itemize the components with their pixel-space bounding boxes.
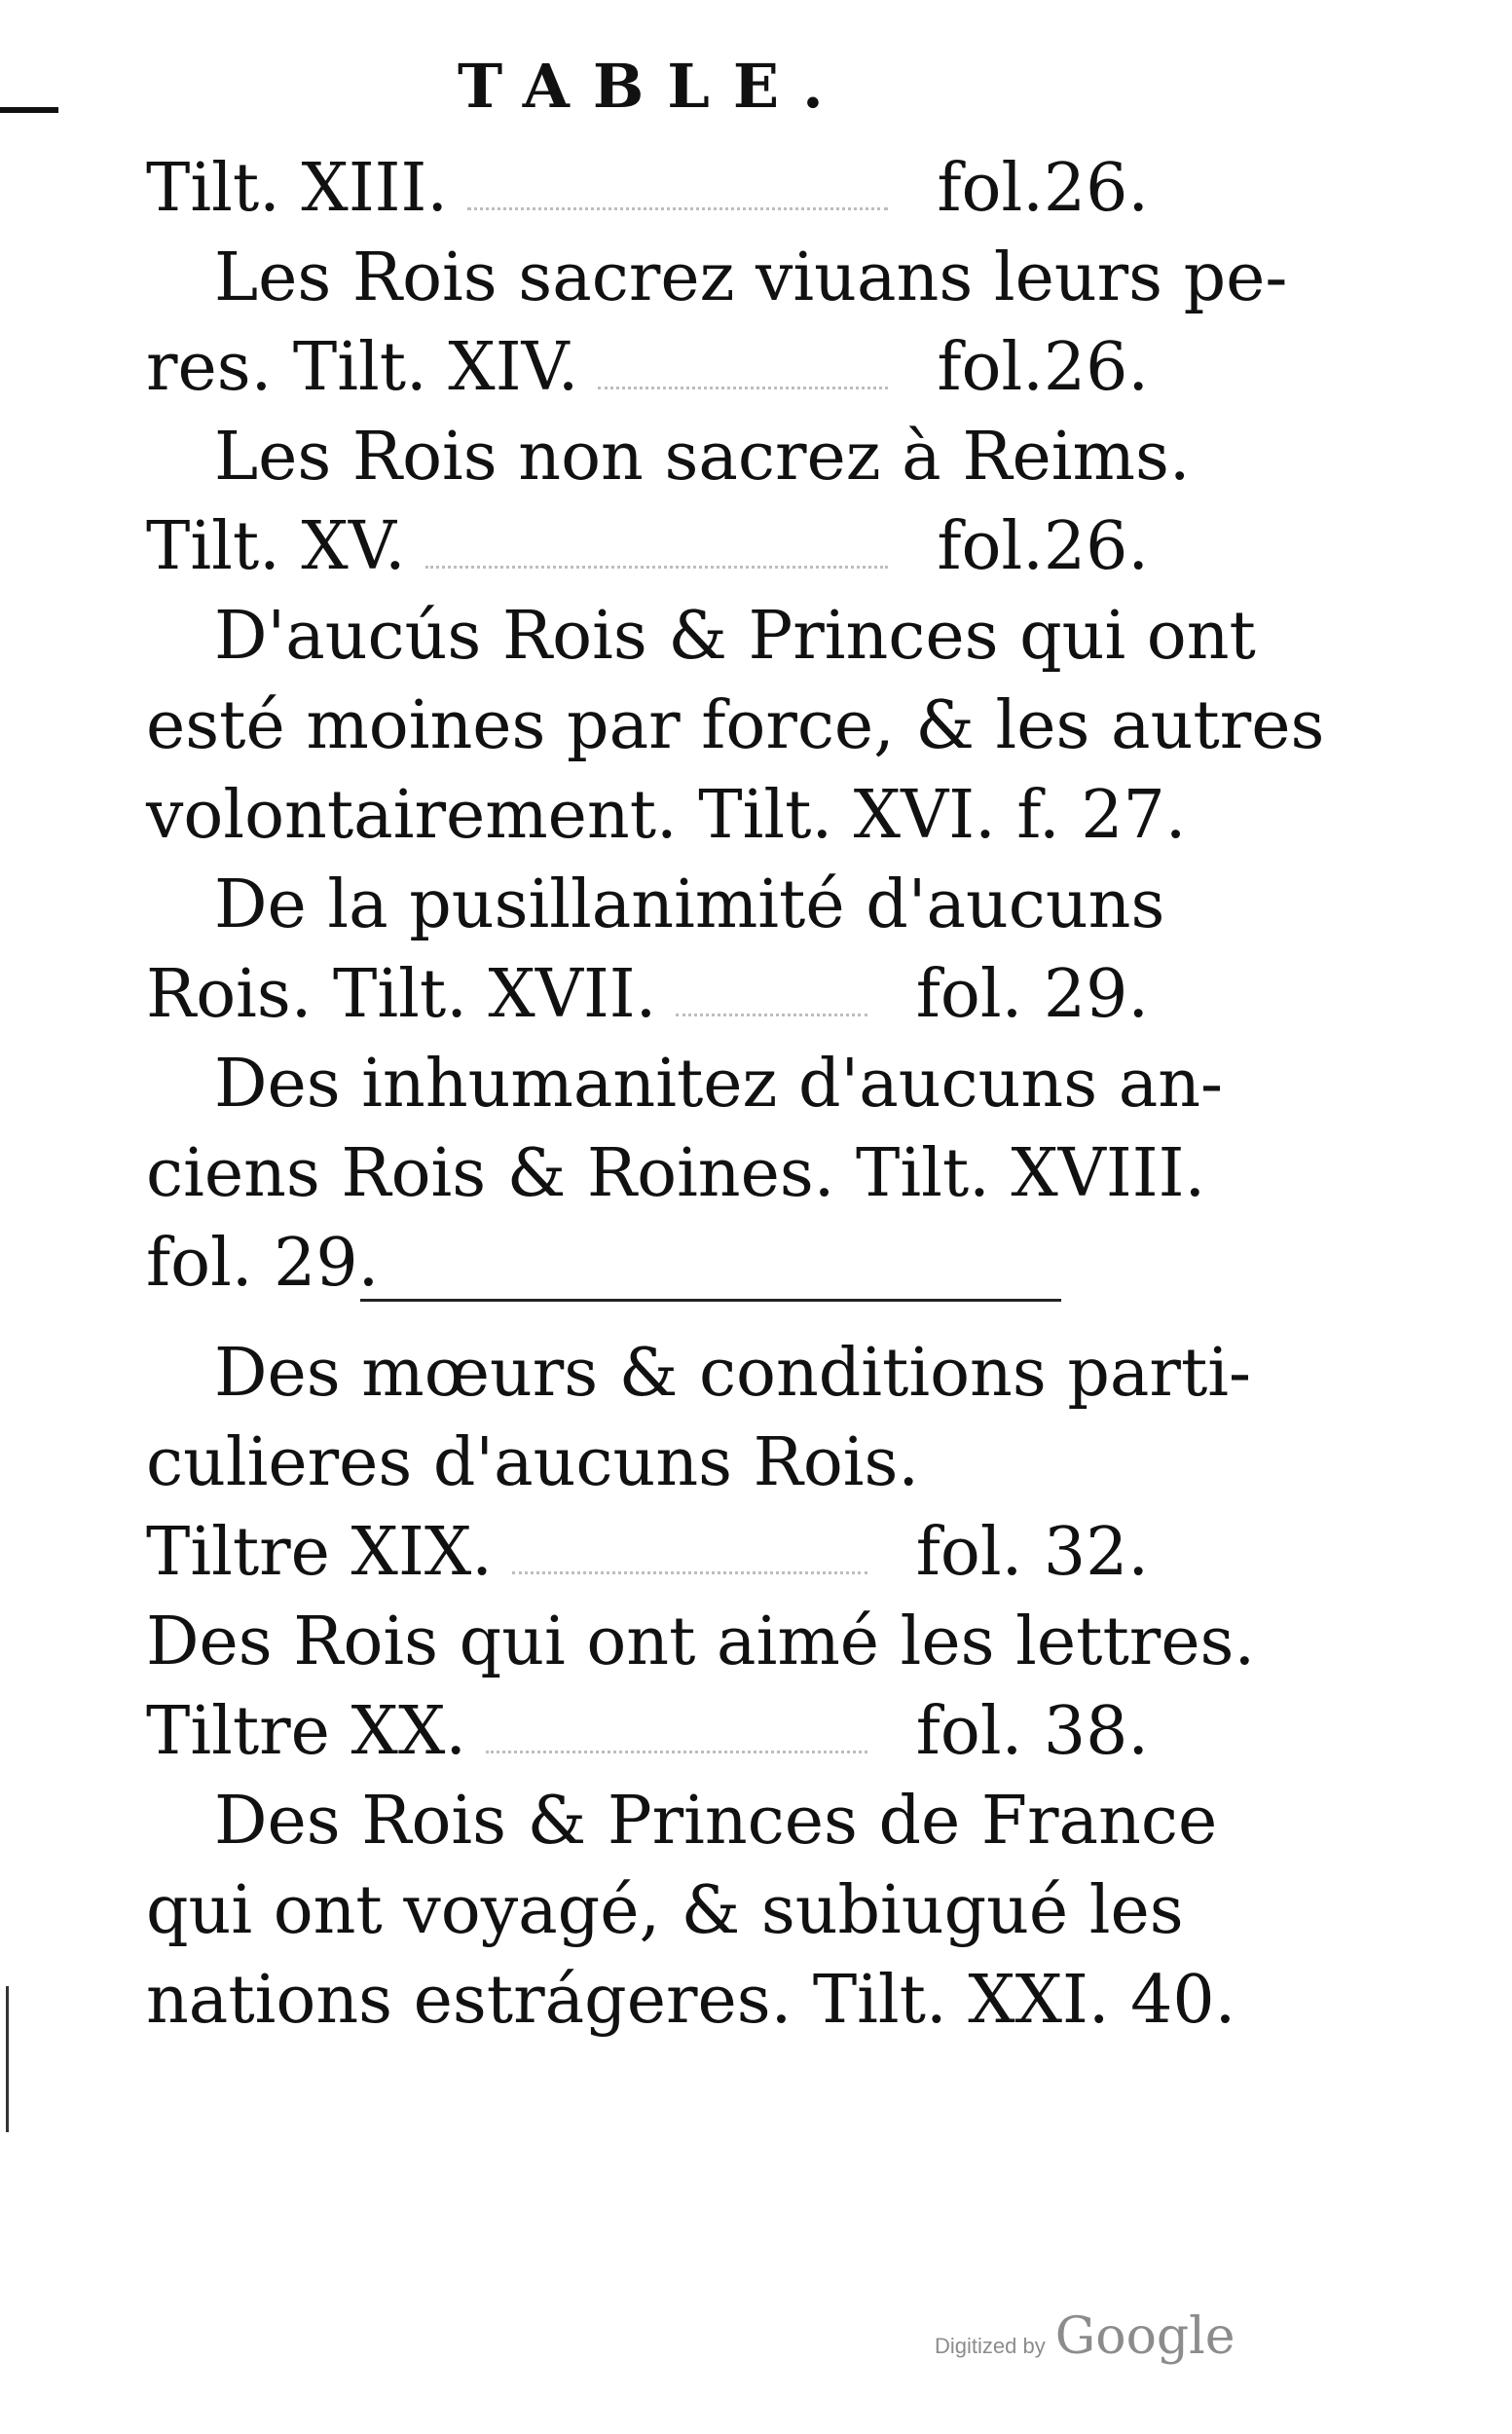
toc-line: [146, 1219, 1149, 1309]
table-of-contents: [146, 144, 1325, 2046]
folio-ref: fol.26.: [937, 150, 1149, 227]
toc-line: [146, 1866, 1184, 1956]
toc-line-text: qui ont voyagé, & subiugué les: [146, 1872, 1184, 1949]
dot-leader: [598, 348, 888, 389]
digitization-watermark: [935, 2307, 1235, 2366]
toc-line-text: D'aucús Rois & Princes qui ont: [214, 598, 1256, 675]
toc-line: [146, 682, 1325, 771]
toc-line-text: fol. 29.: [146, 1225, 380, 1302]
toc-line-text: res. Tilt. XIV.: [146, 329, 579, 406]
toc-line-text: Des mœurs & conditions parti-: [214, 1335, 1251, 1412]
toc-line: [146, 1419, 1149, 1508]
toc-line-text: Tiltre XX.: [146, 1693, 466, 1770]
toc-line-text: esté moines par force, & les autres: [146, 687, 1325, 764]
toc-line: [146, 950, 1149, 1040]
toc-line-text: volontairement. Tilt. XVI. f. 27.: [146, 777, 1187, 854]
toc-line-text: Tilt. XV.: [146, 508, 406, 585]
toc-line-text: Rois. Tilt. XVII.: [146, 956, 657, 1033]
toc-line-text: De la pusillanimité d'aucuns: [214, 867, 1165, 943]
toc-line-text: Des Rois qui ont aimé les lettres.: [146, 1604, 1256, 1680]
toc-line-text: Des Rois & Princes de France: [214, 1783, 1218, 1860]
toc-line: [146, 1956, 1236, 2046]
toc-line: [146, 1508, 1149, 1598]
toc-line-text: Des inhumanitez d'aucuns an-: [214, 1046, 1224, 1123]
dot-leader: [425, 527, 889, 569]
toc-line: [146, 1777, 1218, 1866]
toc-line: [146, 1040, 1224, 1129]
toc-line-text: Les Rois sacrez viuans leurs pe-: [214, 240, 1288, 316]
toc-line-text: ciens Rois & Roines. Tilt. XVIII.: [146, 1135, 1206, 1212]
margin-edge-line: [6, 1986, 9, 2132]
toc-line-text: nations estrágeres. Tilt. XXI. 40.: [146, 1962, 1236, 2039]
margin-mark: [0, 107, 58, 113]
watermark-prefix: Digitized by: [935, 2334, 1046, 2358]
toc-line-text: Tiltre XIX.: [146, 1514, 493, 1591]
toc-line-text: Les Rois non sacrez à Reims.: [214, 419, 1191, 496]
dot-leader: [676, 975, 867, 1016]
folio-ref: fol.26.: [937, 508, 1149, 585]
folio-ref: fol. 38.: [915, 1693, 1149, 1770]
toc-line-text: Tilt. XIII.: [146, 150, 449, 227]
toc-line: [146, 771, 1187, 861]
toc-line: [146, 413, 1191, 502]
toc-line: [146, 1129, 1206, 1219]
toc-line: [146, 502, 1149, 592]
folio-ref: fol. 29.: [915, 956, 1149, 1033]
toc-line: [146, 234, 1288, 323]
folio-ref: fol. 32.: [915, 1514, 1149, 1591]
toc-line: [146, 592, 1256, 682]
toc-line: [146, 861, 1165, 950]
toc-line: [146, 144, 1149, 234]
dot-leader: [486, 1712, 867, 1753]
dot-leader: [467, 168, 888, 210]
toc-line: [146, 1687, 1149, 1777]
page-header: TABLE.: [458, 51, 847, 122]
folio-ref: fol.26.: [937, 329, 1149, 406]
toc-line-text: culieres d'aucuns Rois.: [146, 1424, 920, 1501]
toc-line: [146, 1329, 1251, 1419]
dot-leader: [512, 1532, 867, 1574]
toc-line: [146, 323, 1149, 413]
toc-line: [146, 1598, 1256, 1687]
google-logo: Google: [1054, 2307, 1235, 2366]
